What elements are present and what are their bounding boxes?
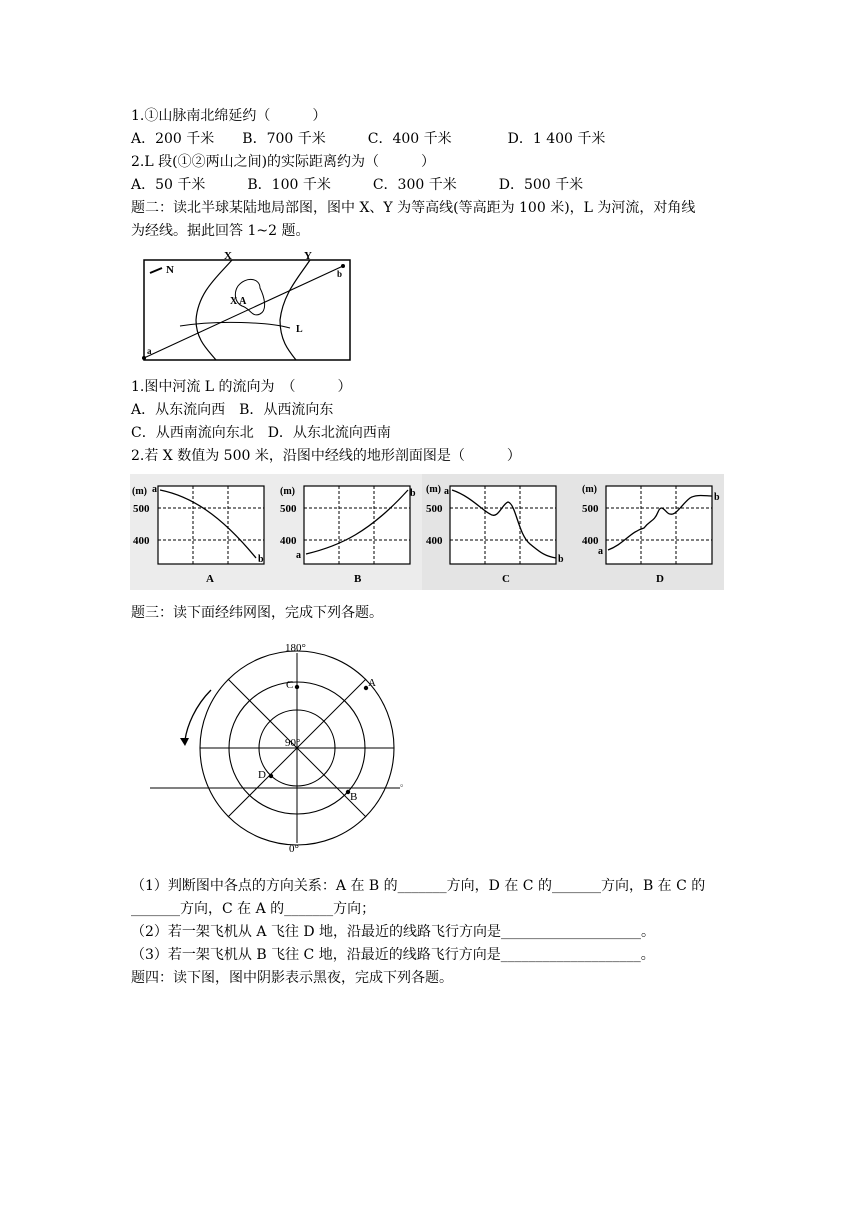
q1-stem: 1.①山脉南北绵延约（ ）	[131, 108, 327, 124]
svg-text:(m): (m)	[582, 484, 597, 495]
q2-options: A．50 千米 B．100 千米 C．300 千米 D．500 千米	[131, 177, 584, 193]
profile-charts	[130, 474, 724, 592]
svg-text:b: b	[258, 554, 264, 565]
svg-text:500: 500	[280, 503, 297, 515]
section2-q1-options-cd: C．从西南流向东北 D．从东北流向西南	[131, 425, 391, 441]
point-d	[269, 774, 273, 778]
svg-text:400: 400	[582, 535, 599, 547]
svg-text:(m): (m)	[280, 486, 295, 497]
section2-intro-line1: 题二：读北半球某陆地局部图，图中 X、Y 为等高线(等高距为 100 米)，L 为河流，对角线	[131, 200, 696, 216]
section2-q1-stem: 1.图中河流 L 的流向为 （ ）	[131, 379, 352, 395]
svg-text:400: 400	[426, 535, 443, 547]
svg-text:b: b	[558, 554, 564, 565]
svg-text:0°: 0°	[289, 843, 299, 855]
svg-text:A: A	[206, 573, 214, 585]
svg-text:b: b	[714, 492, 720, 503]
svg-text:a: a	[598, 546, 603, 557]
contour-map	[138, 248, 358, 370]
section3-q3: （3）若一架飞机从 B 飞往 C 地，沿最近的线路飞行方向是____________________。	[131, 947, 655, 963]
contour-y-label: Y	[304, 250, 312, 262]
section3-q1-line2: _______方向，C 在 A 的_______方向；	[131, 901, 376, 917]
svg-text:180°: 180°	[285, 642, 306, 654]
polar-graticule-diagram	[145, 640, 425, 856]
point-c	[295, 685, 299, 689]
svg-text:。: 。	[400, 778, 410, 788]
closed-contour-label: X A	[230, 296, 247, 307]
svg-text:400: 400	[133, 535, 150, 547]
svg-text:C: C	[502, 573, 510, 585]
svg-text:b: b	[410, 488, 416, 499]
svg-text:90°: 90°	[285, 737, 301, 749]
svg-text:B: B	[350, 791, 358, 803]
section3-q2: （2）若一架飞机从 A 飞往 D 地，沿最近的线路飞行方向是____________________。	[131, 924, 656, 940]
svg-text:500: 500	[582, 503, 599, 515]
svg-text:400: 400	[280, 535, 297, 547]
svg-text:C: C	[286, 679, 294, 691]
svg-text:B: B	[354, 573, 362, 585]
q2-stem: 2.L 段(①②两山之间)的实际距离约为（ ）	[131, 154, 436, 170]
svg-text:a: a	[296, 550, 301, 561]
svg-text:a: a	[444, 486, 449, 497]
contour-x	[196, 260, 232, 360]
svg-text:500: 500	[133, 503, 150, 515]
rotation-arrow-icon	[185, 690, 211, 740]
svg-text:(m): (m)	[132, 486, 147, 497]
svg-text:(m): (m)	[426, 484, 441, 495]
section3-q1-line1: （1）判断图中各点的方向关系：A 在 B 的_______方向，D 在 C 的_______方向，B 在 C 的	[131, 878, 706, 894]
section2-intro-line2: 为经线。据此回答 1~2 题。	[131, 223, 310, 239]
contour-y	[280, 260, 310, 360]
svg-text:a: a	[152, 484, 157, 495]
q1-options: A．200 千米 B．700 千米 C．400 千米 D．1 400 千米	[131, 131, 606, 147]
section2-q2-stem: 2.若 X 数值为 500 米，沿图中经线的地形剖面图是（ ）	[131, 448, 521, 464]
north-label: N	[166, 264, 174, 276]
section3-intro: 题三：读下面经纬网图，完成下列各题。	[131, 605, 383, 621]
point-a-label: a	[147, 346, 152, 356]
svg-text:D: D	[656, 573, 664, 585]
svg-text:D: D	[258, 769, 266, 781]
section2-q1-options-ab: A．从东流向西 B．从西流向东	[131, 402, 334, 418]
north-arrow-icon	[150, 268, 162, 273]
point-b-label: b	[337, 269, 343, 279]
svg-text:500: 500	[426, 503, 443, 515]
river-l-label: L	[296, 324, 303, 335]
meridian-line	[144, 266, 343, 358]
contour-x-label: X	[224, 250, 232, 262]
svg-text:A: A	[368, 677, 376, 689]
section4-intro: 题四：读下图，图中阴影表示黑夜，完成下列各题。	[131, 970, 453, 986]
